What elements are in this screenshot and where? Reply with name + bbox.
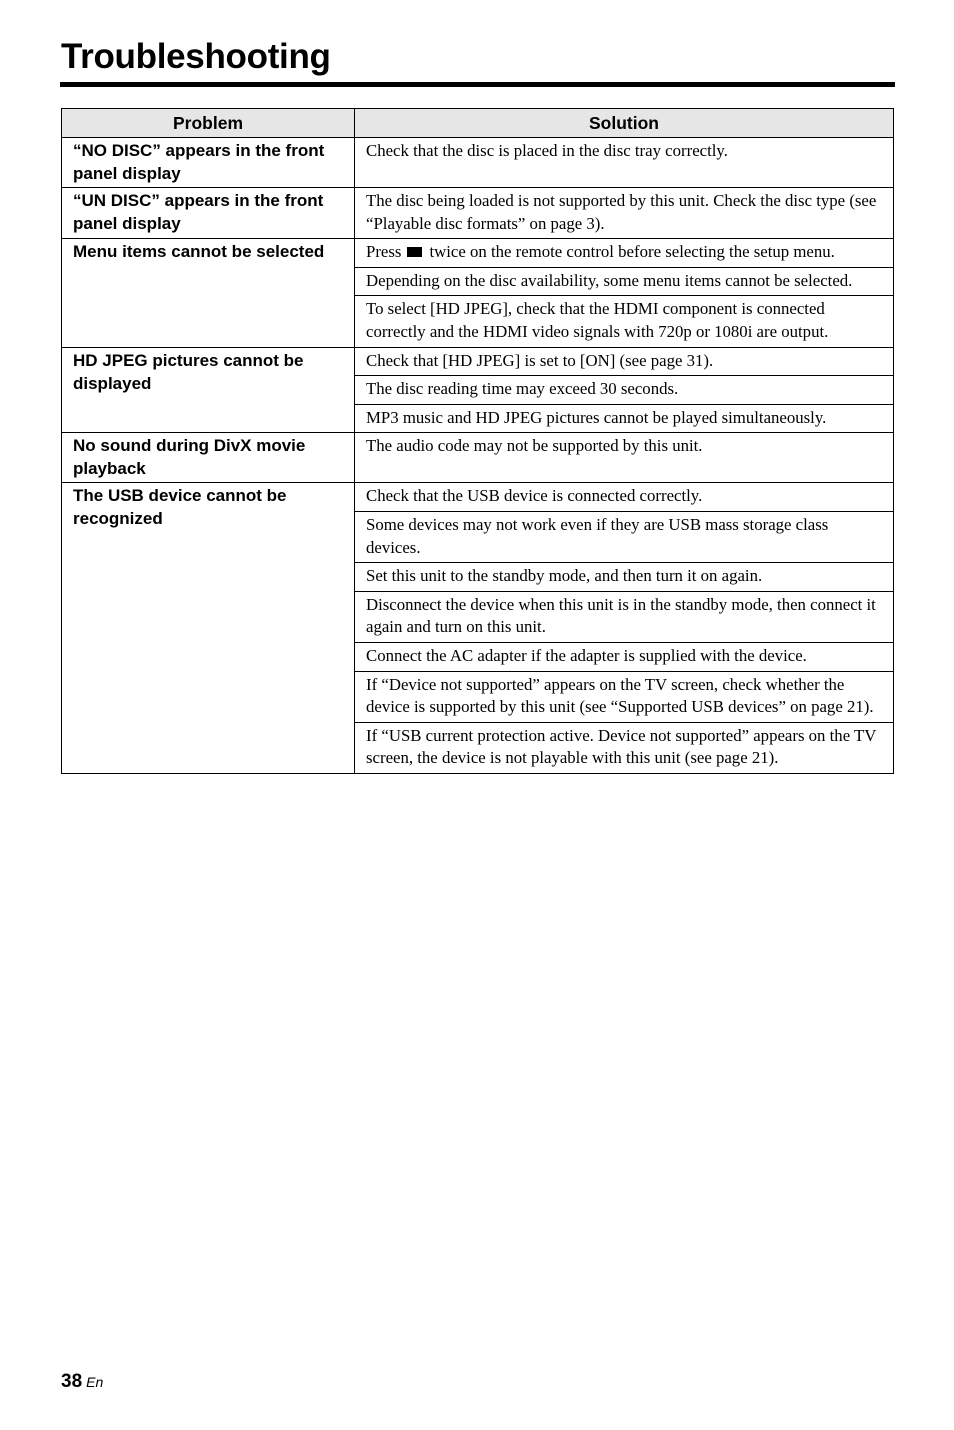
solution-cell: Depending on the disc availability, some menu items cannot be selected. — [355, 267, 894, 296]
page-title: Troubleshooting — [61, 37, 331, 76]
solution-cell: Set this unit to the standby mode, and then turn it on again. — [355, 563, 894, 592]
table-row — [62, 483, 894, 512]
column-header-solution: Solution — [355, 109, 894, 138]
solution-cell: The audio code may not be supported by this unit. — [355, 433, 894, 483]
stop-icon — [407, 247, 422, 257]
troubleshooting-table — [61, 108, 894, 774]
column-header-problem: Problem — [62, 109, 355, 138]
problem-cell: “NO DISC” appears in the front panel display — [62, 138, 355, 188]
page-footer — [61, 1370, 103, 1395]
table-row — [62, 188, 894, 239]
solution-cell: MP3 music and HD JPEG pictures cannot be played simultaneously. — [355, 404, 894, 433]
solution-cell: The disc reading time may exceed 30 seconds. — [355, 376, 894, 405]
solution-cell: If “Device not supported” appears on the TV screen, check whether the device is supported by this unit (see “Supported USB devices” on page 21). — [355, 671, 894, 722]
table-row — [62, 138, 894, 188]
solution-cell: Check that the disc is placed in the disc tray correctly. — [355, 138, 894, 188]
solution-text-before-icon: Press — [366, 242, 402, 262]
problem-cell: HD JPEG pictures cannot be displayed — [62, 347, 355, 433]
solution-text-after-icon: twice on the remote control before selecting the setup menu. — [429, 242, 835, 262]
solution-cell: Disconnect the device when this unit is in the standby mode, then connect it again and turn on this unit. — [355, 591, 894, 642]
table-row — [62, 239, 894, 268]
problem-cell: No sound during DivX movie playback — [62, 433, 355, 483]
page-language: En — [86, 1374, 104, 1390]
solution-cell: Check that the USB device is connected correctly. — [355, 483, 894, 512]
solution-cell: Connect the AC adapter if the adapter is supplied with the device. — [355, 642, 894, 671]
page-number: 38 — [61, 1371, 83, 1392]
table-row — [62, 347, 894, 376]
problem-cell: Menu items cannot be selected — [62, 239, 355, 347]
table-row — [62, 433, 894, 483]
solution-cell: If “USB current protection active. Device not supported” appears on the TV screen, the device is not playable with this unit (see page 21). — [355, 722, 894, 773]
solution-cell: Some devices may not work even if they are USB mass storage class devices. — [355, 511, 894, 562]
title-rule — [60, 82, 895, 87]
table-header-row — [62, 109, 894, 138]
solution-cell: The disc being loaded is not supported by this unit. Check the disc type (see “Playable disc formats” on page 3). — [355, 188, 894, 239]
solution-cell: To select [HD JPEG], check that the HDMI component is connected correctly and the HDMI video signals with 720p or 1080i are output. — [355, 296, 894, 347]
problem-cell: The USB device cannot be recognized — [62, 483, 355, 774]
problem-cell: “UN DISC” appears in the front panel display — [62, 188, 355, 239]
solution-cell: Check that [HD JPEG] is set to [ON] (see page 31). — [355, 347, 894, 376]
solution-cell — [355, 239, 894, 268]
